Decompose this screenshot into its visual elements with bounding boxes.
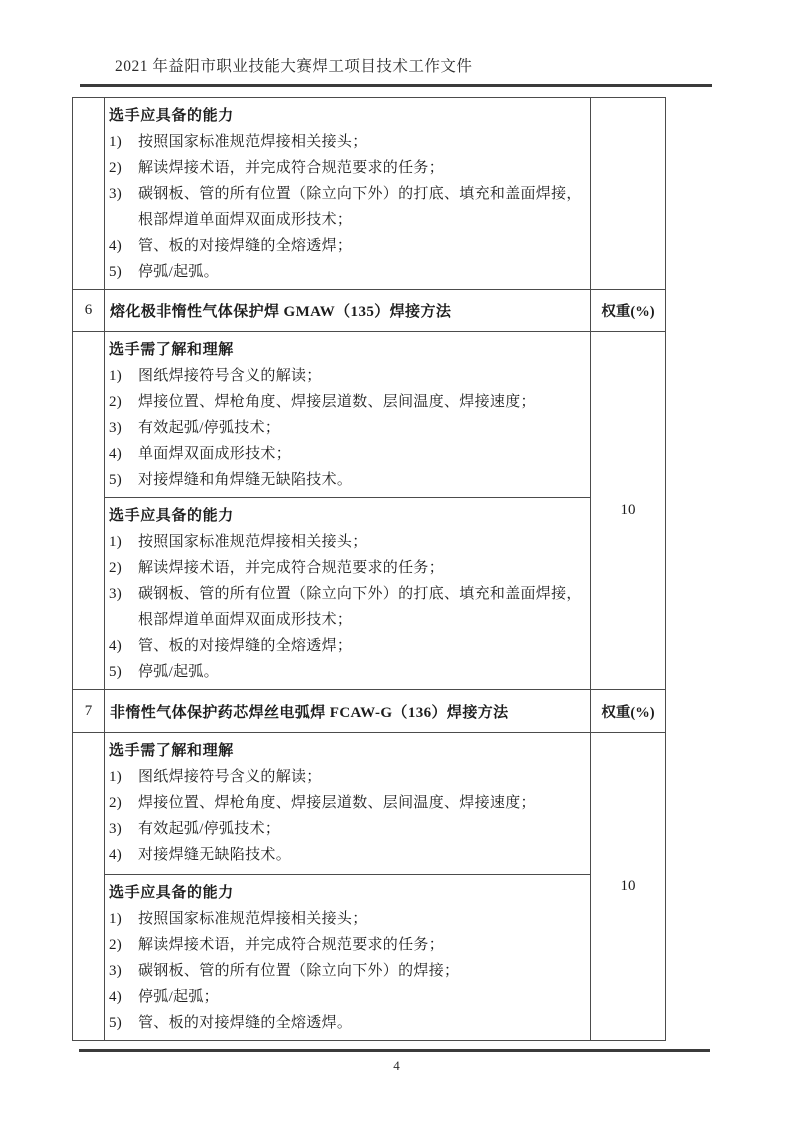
weight-header: 权重(%) (591, 290, 666, 332)
list-item (109, 764, 588, 790)
item-number: 2) (109, 160, 123, 176)
section-title: 非惰性气体保护药芯焊丝电弧焊 FCAW-G（136）焊接方法 (105, 690, 591, 733)
list-item (109, 181, 588, 233)
item-text: 停弧/起弧。 (138, 264, 219, 280)
item-number: 5) (109, 1015, 123, 1031)
list-item (109, 659, 588, 685)
list-item (109, 233, 588, 259)
item-text: 停弧/起弧。 (138, 664, 219, 680)
know-content-cell (105, 332, 591, 498)
ability-block (105, 98, 590, 289)
section-6-know-row (73, 332, 666, 498)
ability-block (105, 498, 590, 689)
row-number-cell-empty (73, 733, 105, 1041)
list-item (109, 259, 588, 285)
item-number: 4) (109, 989, 123, 1005)
item-number: 1) (109, 911, 123, 927)
item-text: 按照国家标准规范焊接相关接头； (138, 911, 368, 927)
item-text: 焊接位置、焊枪角度、焊接层道数、层间温度、焊接速度； (138, 394, 536, 410)
list-item (109, 363, 588, 389)
list-item (109, 842, 588, 868)
item-number: 1) (109, 769, 123, 785)
list-item (109, 129, 588, 155)
item-text: 碳钢板、管的所有位置（除立向下外）的打底、填充和盖面焊接，根部焊道单面焊双面成形技术； (138, 586, 582, 628)
item-text: 图纸焊接符号含义的解读； (138, 769, 322, 785)
list-item (109, 441, 588, 467)
list-item (109, 415, 588, 441)
block-heading: 选手应具备的能力 (109, 885, 234, 901)
weight-cell-empty (591, 98, 666, 290)
row-number-cell: 6 (73, 290, 105, 332)
continuation-content-cell (105, 98, 591, 290)
section-6-ability-row (73, 498, 666, 690)
item-number: 3) (109, 420, 123, 436)
section-6-header-row (73, 290, 666, 332)
item-text: 停弧/起弧； (138, 989, 219, 1005)
item-number: 4) (109, 638, 123, 654)
item-text: 有效起弧/停弧技术； (138, 420, 281, 436)
item-number: 3) (109, 186, 123, 202)
know-block (105, 332, 590, 497)
list-item (109, 467, 588, 493)
item-text: 焊接位置、焊枪角度、焊接层道数、层间温度、焊接速度； (138, 795, 536, 811)
item-text: 图纸焊接符号含义的解读； (138, 368, 322, 384)
ability-content-cell (105, 498, 591, 690)
item-number: 3) (109, 586, 123, 602)
know-block (105, 733, 590, 872)
list-item (109, 790, 588, 816)
item-text: 管、板的对接焊缝的全熔透焊； (138, 638, 353, 654)
list-item (109, 529, 588, 555)
item-number: 2) (109, 937, 123, 953)
list-item (109, 958, 588, 984)
list-item (109, 906, 588, 932)
block-heading: 选手应具备的能力 (109, 108, 234, 124)
weight-value: 10 (591, 332, 666, 690)
item-text: 解读焊接术语，并完成符合规范要求的任务； (138, 937, 445, 953)
item-number: 2) (109, 394, 123, 410)
block-heading: 选手需了解和理解 (109, 743, 234, 759)
doc-header-title: 2021 年益阳市职业技能大赛焊工项目技术工作文件 (115, 58, 473, 75)
continuation-row (73, 98, 666, 290)
ability-block (105, 875, 590, 1040)
list-item (109, 581, 588, 633)
row-number-cell: 7 (73, 690, 105, 733)
section-7-header-row (73, 690, 666, 733)
item-text: 按照国家标准规范焊接相关接头； (138, 134, 368, 150)
item-number: 4) (109, 238, 123, 254)
list-item (109, 816, 588, 842)
item-number: 3) (109, 963, 123, 979)
list-item (109, 1010, 588, 1036)
item-text: 管、板的对接焊缝的全熔透焊。 (138, 1015, 353, 1031)
item-text: 有效起弧/停弧技术； (138, 821, 281, 837)
list-item (109, 932, 588, 958)
item-text: 按照国家标准规范焊接相关接头； (138, 534, 368, 550)
item-number: 5) (109, 664, 123, 680)
item-text: 对接焊缝和角焊缝无缺陷技术。 (138, 472, 353, 488)
know-content-cell (105, 733, 591, 875)
weight-header: 权重(%) (591, 690, 666, 733)
section-7-know-row (73, 733, 666, 875)
footer-rule (79, 1049, 710, 1052)
header-rule (80, 84, 712, 87)
item-text: 解读焊接术语，并完成符合规范要求的任务； (138, 160, 445, 176)
list-item (109, 984, 588, 1010)
item-number: 3) (109, 821, 123, 837)
item-number: 4) (109, 446, 123, 462)
weight-value: 10 (591, 733, 666, 1041)
list-item (109, 633, 588, 659)
block-heading: 选手需了解和理解 (109, 342, 234, 358)
item-text: 解读焊接术语，并完成符合规范要求的任务； (138, 560, 445, 576)
list-item (109, 555, 588, 581)
row-number-cell-empty (73, 98, 105, 290)
row-number-cell-empty (73, 332, 105, 690)
item-number: 2) (109, 560, 123, 576)
section-title: 熔化极非惰性气体保护焊 GMAW（135）焊接方法 (105, 290, 591, 332)
item-number: 5) (109, 264, 123, 280)
list-item (109, 155, 588, 181)
item-number: 1) (109, 368, 123, 384)
item-text: 碳钢板、管的所有位置（除立向下外）的焊接； (138, 963, 460, 979)
item-text: 单面焊双面成形技术； (138, 446, 292, 462)
item-number: 1) (109, 534, 123, 550)
item-number: 2) (109, 795, 123, 811)
page-number: 4 (393, 1058, 400, 1073)
list-item (109, 389, 588, 415)
block-heading: 选手应具备的能力 (109, 508, 234, 524)
requirements-table (72, 97, 666, 1041)
item-text: 管、板的对接焊缝的全熔透焊； (138, 238, 353, 254)
item-number: 1) (109, 134, 123, 150)
section-7-ability-row (73, 875, 666, 1041)
ability-content-cell (105, 875, 591, 1041)
item-text: 对接焊缝无缺陷技术。 (138, 847, 292, 863)
item-number: 5) (109, 472, 123, 488)
item-text: 碳钢板、管的所有位置（除立向下外）的打底、填充和盖面焊接，根部焊道单面焊双面成形技术； (138, 186, 582, 228)
item-number: 4) (109, 847, 123, 863)
